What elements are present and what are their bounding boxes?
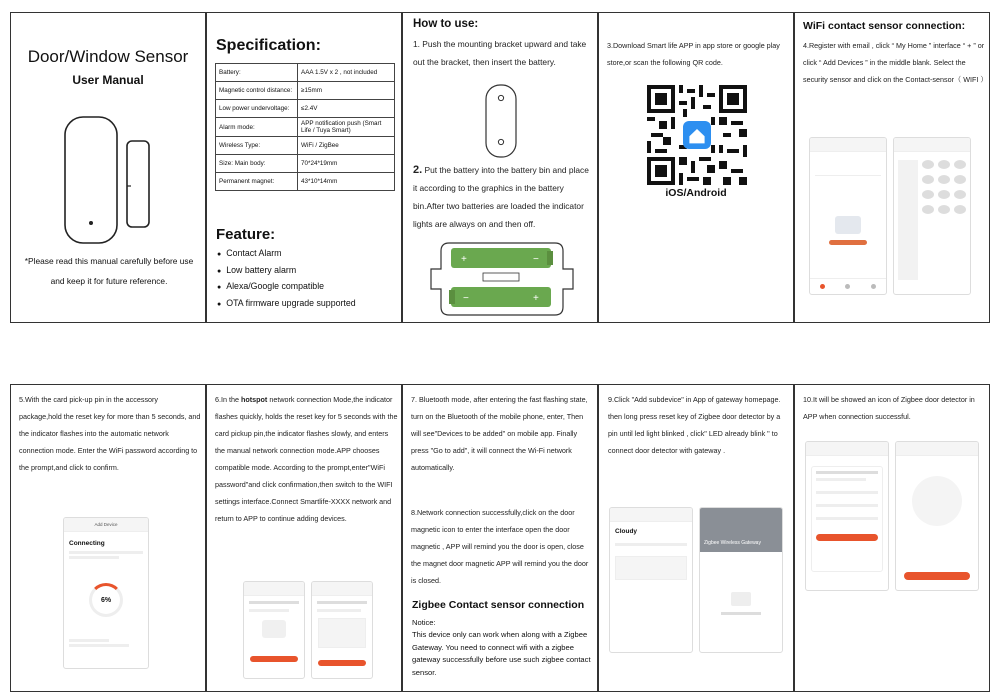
panel-wifi-connection — [794, 12, 990, 323]
platform-label: iOS/Android — [665, 187, 727, 199]
svg-text:+: + — [533, 293, 539, 304]
step-2-text: 2. Put the battery into the battery bin and place it according to the graphics in the battery bin.After two batteries are loaded the indicator lights are always on and then off. — [413, 164, 589, 229]
list-item: ● OTA firmware upgrade supported — [217, 296, 356, 313]
spec-heading: Specification: — [216, 37, 321, 54]
connecting-screenshot — [63, 517, 149, 669]
gateway-home-screenshot — [609, 507, 693, 653]
step-7-text: 7. Bluetooth mode, after entering the fast flashing state, turn on the Bluetooth of the mobile phone, enter, Then will see"Devices to be added" on mobile app. Finally press "Go to add", it will connect the Wi-Fi network automatically. — [411, 395, 588, 472]
zigbee-heading: Zigbee Contact sensor connection — [412, 599, 585, 611]
table-row: Alarm mode: APP notification push (Smart Life / Tuya Smart) — [216, 118, 395, 137]
wifi-connection-heading: WiFi contact sensor connection: — [803, 20, 966, 32]
panel-step-7-8 — [402, 384, 598, 692]
how-to-use-heading: How to use: — [413, 18, 479, 30]
svg-text:−: − — [533, 254, 539, 265]
panel-specification — [206, 12, 402, 323]
app-home-screenshot — [809, 137, 887, 295]
zigbee-notice: Notice: This device only can work when along with a Zigbee Gateway. You need to connect wifi with a zigbee gateway successfully before use such zigbee contact sensor. — [412, 618, 591, 677]
manual-title: Door/Window Sensor — [27, 47, 189, 66]
device-found-screenshot — [895, 441, 979, 591]
wifi-connection-text: 4.Register with email , click “ My Home ” interface “ + ” or click “ Add Devices ” in the middle blank. Select the security sensor and click on the Contact-sensor（ WIFI ） — [803, 41, 988, 84]
step-8-text: 8.Network connection successfully,click on the door magnetic icon to enter the interface open the door magnetic , APP will remind you the door is open, close the magnet door magnetic APP will remind you the door is closed. — [411, 508, 589, 585]
panel-step-5 — [10, 384, 206, 692]
list-item: ● Alexa/Google compatible — [217, 279, 356, 296]
screen-title: Add Device — [64, 518, 148, 532]
panel-how-to-use — [402, 12, 598, 323]
panel-step-10 — [794, 384, 990, 692]
gateway-title: Zigbee Wireless Gateway — [704, 540, 761, 546]
battery-bin-illustration — [427, 239, 577, 319]
table-row: Battery: AAA 1.5V x 2 , not included — [216, 64, 395, 82]
step-5-text: 5.With the card pick-up pin in the accessory package,hold the reset key for more than 5 seconds, and the indicator flashes into the automatic network connection mode. Enter the WiFi password according to the prompt,and click to confirm. — [19, 395, 201, 472]
table-row: Permanent magnet: 43*10*14mm — [216, 173, 395, 191]
pairing-screenshot — [805, 441, 889, 591]
connecting-label: Connecting — [69, 540, 105, 547]
gateway-detail-screenshot — [699, 507, 783, 653]
hotspot-screenshot-1 — [243, 581, 305, 679]
app-name: Cloudy — [615, 528, 638, 535]
table-row: Size: Main body: 70*24*19mm — [216, 155, 395, 173]
list-item: ● Contact Alarm — [217, 246, 356, 263]
table-row: Wireless Type: WiFi / ZigBee — [216, 137, 395, 155]
download-text: 3.Download Smart life APP in app store or google play store,or scan the following QR code. — [607, 41, 780, 67]
table-row: Magnetic control distance: ≥15mm — [216, 82, 395, 100]
panel-cover — [10, 12, 206, 323]
progress-percent: 6% — [100, 596, 112, 604]
panel-step-6 — [206, 384, 402, 692]
panel-step-9 — [598, 384, 794, 692]
step-10-text: 10.It will be showed an icon of Zigbee door detector in APP when connection successful. — [803, 395, 975, 421]
svg-text:−: − — [463, 293, 469, 304]
usage-note: *Please read this manual carefully before use and keep it for future reference. — [24, 256, 194, 286]
feature-heading: Feature: — [216, 226, 276, 243]
manual-subtitle: User Manual — [72, 73, 144, 87]
progress-ring — [89, 583, 123, 617]
sensor-illustration — [59, 111, 159, 251]
add-device-screenshot — [893, 137, 971, 295]
step-6-text: 6.In the hotspot network connection Mode,the indicator flashes quickly, holds the reset key for 5 seconds with the card pickup pin,the indicator flashes slowly, and enters the manual network connection mode.APP chooses compatible mode. According to the prompt,enter"WiFi password"and click confirmation,then switch to the WIFI settings interface.Connect Smartlife-XXXX network and return to APP to continue adding devices. — [215, 395, 398, 523]
qr-code-icon — [647, 85, 747, 185]
table-row: Low power undervoltage: ≤2.4V — [216, 100, 395, 118]
panel-download — [598, 12, 794, 323]
feature-list — [217, 246, 356, 312]
step-9-text: 9.Click "Add subdevice" in App of gateway homepage. then long press reset key of Zigbee door detector by a pin until led light blinked , click" LED already blink " to connect door detector with gateway . — [608, 395, 781, 455]
hotspot-screenshot-2 — [311, 581, 373, 679]
list-item: ● Low battery alarm — [217, 263, 356, 280]
svg-text:+: + — [461, 254, 467, 265]
step-1-text: 1. Push the mounting bracket upward and take out the bracket, then insert the battery. — [413, 39, 587, 67]
bracket-illustration — [483, 83, 519, 159]
spec-table — [215, 63, 395, 191]
